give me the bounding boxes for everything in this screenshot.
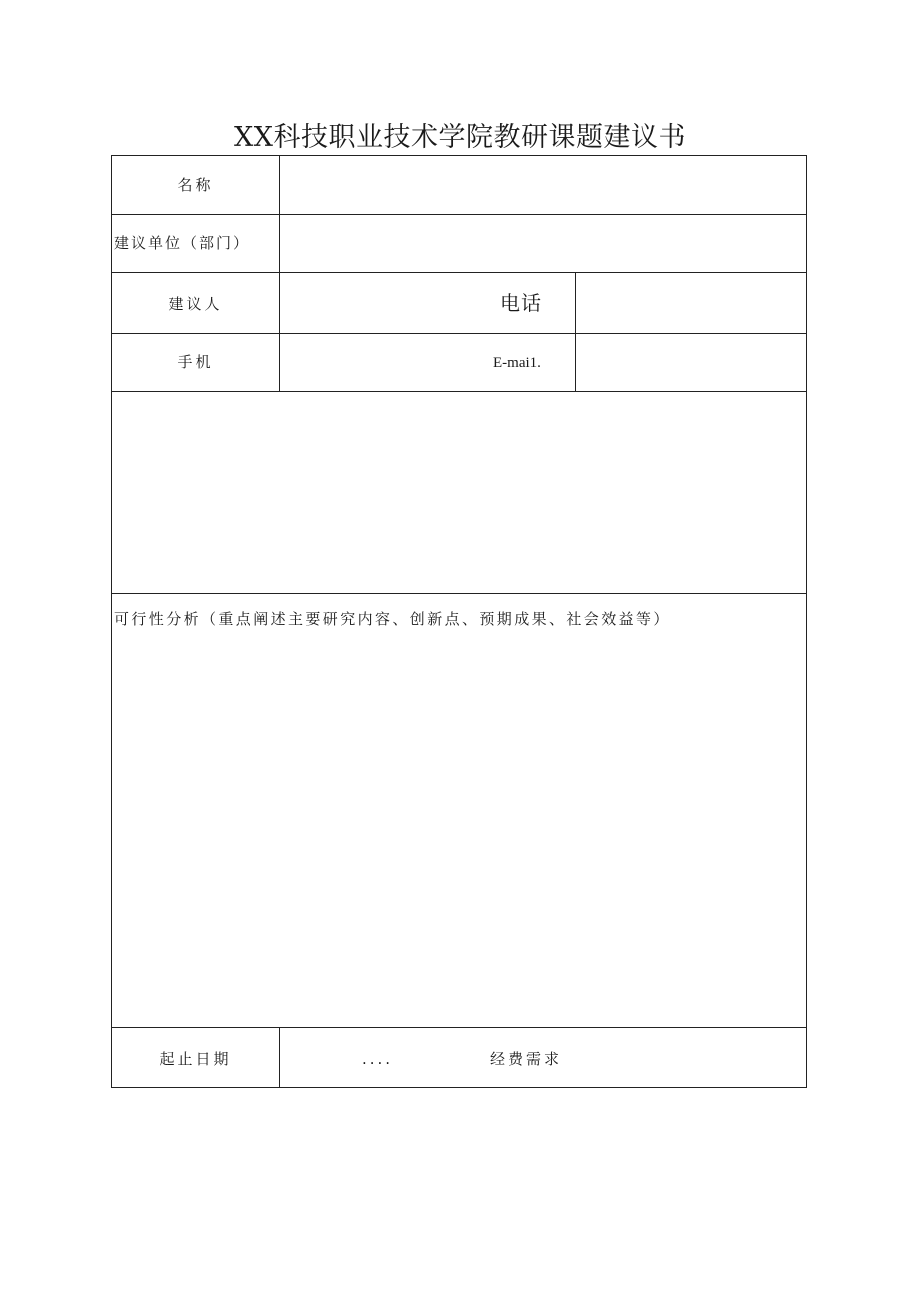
row-divider bbox=[112, 214, 806, 215]
row-divider bbox=[112, 1027, 806, 1028]
funding-label: 经费需求 bbox=[490, 1050, 563, 1068]
description-area[interactable] bbox=[118, 402, 798, 582]
feasibility-area[interactable] bbox=[118, 641, 798, 1011]
row-divider bbox=[112, 593, 806, 594]
column-divider bbox=[279, 156, 280, 391]
row-divider bbox=[112, 391, 806, 392]
name-label: 名称 bbox=[177, 176, 214, 194]
mobile-label: 手机 bbox=[177, 353, 214, 371]
email-label: E-mai1. bbox=[493, 355, 541, 371]
column-divider bbox=[575, 272, 576, 391]
page-title: XX科技职业技术学院教研课题建议书 bbox=[234, 122, 686, 153]
proposal-form bbox=[111, 155, 807, 1088]
date-field[interactable]: .... bbox=[362, 1050, 394, 1068]
proposer-label: 建议人 bbox=[168, 295, 223, 313]
date-label: 起止日期 bbox=[159, 1050, 232, 1068]
row-divider bbox=[112, 272, 806, 273]
column-divider bbox=[279, 1027, 280, 1088]
row-divider bbox=[112, 333, 806, 334]
feasibility-label: 可行性分析（重点阐述主要研究内容、创新点、预期成果、社会效益等） bbox=[114, 610, 671, 628]
unit-label: 建议单位（部门） bbox=[114, 234, 251, 252]
phone-label: 电话 bbox=[500, 291, 542, 315]
